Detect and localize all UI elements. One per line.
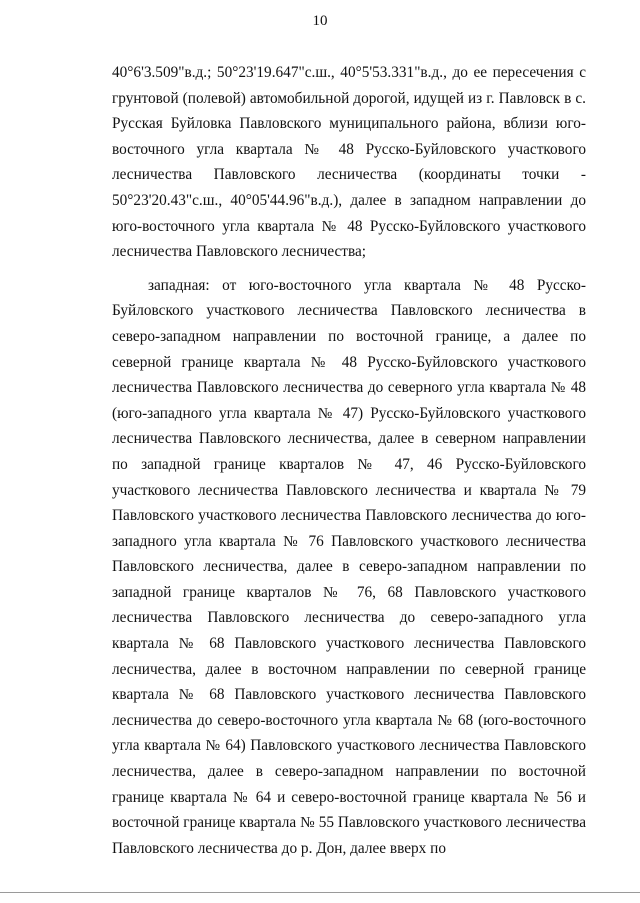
page-number: 10: [312, 13, 328, 29]
paragraph-continuation: 40°6'3.509"в.д.; 50°23'19.647"с.ш., 40°5'53.331"в.д., до ее пересечения с грунтовой (полевой) автомобильной дорогой, идущей из г. Павловск в с. Русская Буйловка Павловского муниципального района, вблизи юго-восточного угла квартала № 48 Русско-Буйловского участкового лесничества Павловского лесничества (координаты точки - 50°23'20.43"с.ш., 40°05'44.96"в.д.), далее в западном направлении до юго-восточного угла квартала № 48 Русско-Буйловского участкового лесничества Павловского лесничества;: [112, 64, 586, 261]
paragraph-western-boundary: западная: от юго-восточного угла квартала № 48 Русско-Буйловского участкового лесничества Павловского лесничества в северо-западном направлении по восточной границе, а далее по северной границе квартала № 48 Русско-Буйловского участкового лесничества Павловского лесничества до северного угла квартала № 48 (юго-западного угла квартала № 47) Русско-Буйловского участкового лесничества Павловского лесничества, далее в северном направлении по западной границе кварталов № 47, 46 Русско-Буйловского участкового лесничества Павловского лесничества и квартала № 79 Павловского участкового лесничества Павловского лесничества до юго-западного угла квартала № 76 Павловского участкового лесничества Павловского лесничества, далее в северо-западном направлении по западной границе кварталов № 76, 68 Павловского участкового лесничества Павловского лесничества до северо-западного угла квартала № 68 Павловского участкового лесничества Павловского лесничества, далее в восточном направлении по северной границе квартала № 68 Павловского участкового лесничества Павловского лесничества до северо-восточного угла квартала № 68 (юго-восточного угла квартала № 64) Павловского участкового лесничества Павловского лесничества, далее в северо-западном направлении по восточной границе квартала № 64 и северо-восточной границе квартала № 56 и восточной границе квартала № 55 Павловского участкового лесничества Павловского лесничества до р. Дон, далее вверх по: [112, 276, 586, 857]
bottom-divider: [0, 892, 640, 893]
document-body: [112, 60, 586, 861]
